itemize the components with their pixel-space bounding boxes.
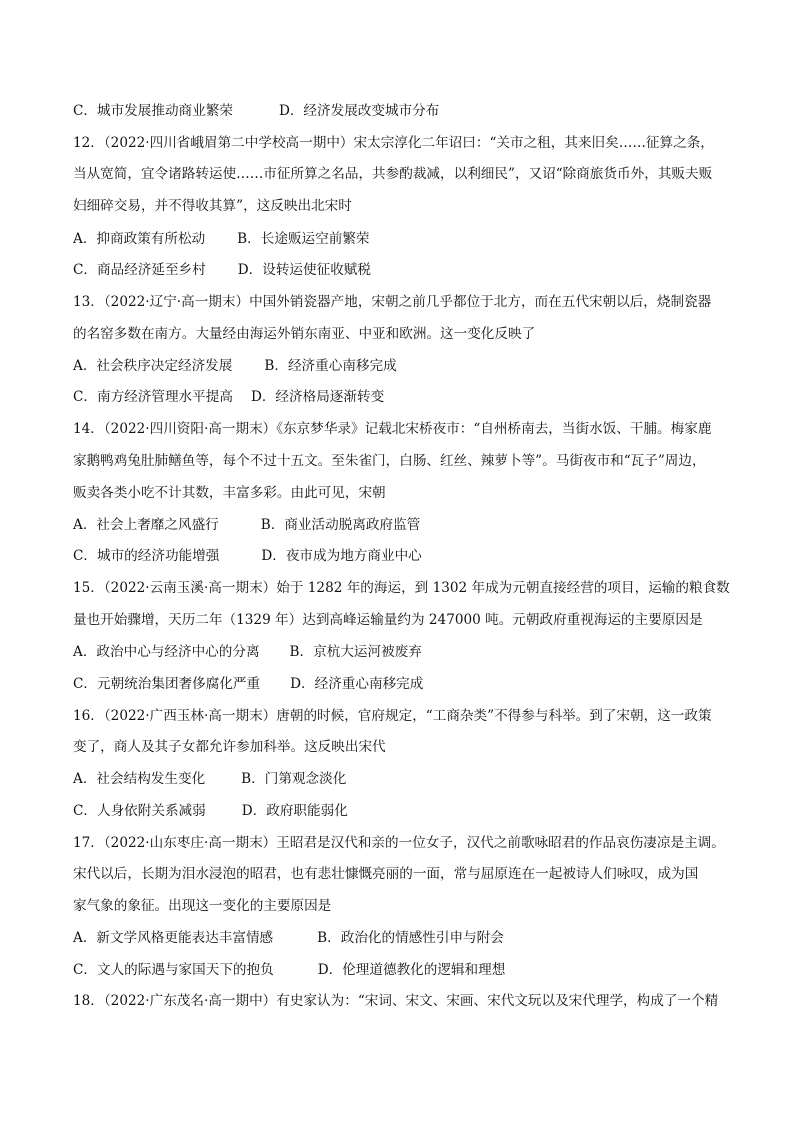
q17-option-b: B．政治化的情感性引申与附会 (317, 930, 504, 946)
q15-option-a: A．政治中心与经济中心的分离 (73, 644, 260, 660)
q13-options-cd (73, 387, 733, 407)
q17-stem-line-1: 17．（2022·山东枣庄·高一期末）王昭君是汉代和亲的一位女子，汉代之前歌咏昭君的作品哀伤凄凉是主调。 (73, 835, 725, 851)
q13-stem-line-2: 的名窑多数在南方。大量经由海运外销东南亚、中亚和欧洲。这一变化反映了 (73, 326, 536, 342)
q15-stem-line-1: 15．（2022·云南玉溪·高一期末）始于 1282 年的海运，到 1302 年成为元朝直接经营的项目，运输的粮食数 (73, 580, 730, 596)
q14-options-ab (73, 515, 733, 535)
q17-options-ab (73, 928, 733, 948)
q17-option-d: D．伦理道德教化的逻辑和理想 (317, 962, 506, 978)
q16-stem-line-1: 16．（2022·广西玉林·高一期末）唐朝的时候，官府规定，“工商杂类”不得参与科举。到了宋朝，这一政策 (73, 708, 712, 724)
q12-option-b: B．长途贩运空前繁荣 (237, 231, 370, 247)
q12-stem-line-3: 妇细碎交易，并不得收其算”，这反映出北宋时 (73, 198, 352, 214)
q12-option-d: D．设转运使征收赋税 (237, 262, 371, 278)
q11-options-cd (73, 101, 733, 121)
q16-stem-line-2: 变了，商人及其子女都允许参加科举。这反映出宋代 (73, 739, 386, 755)
q12-option-c: C．商品经济延至乡村 (73, 262, 206, 278)
q11-option-d: D．经济发展改变城市分布 (278, 103, 440, 119)
q14-option-b: B．商业活动脱离政府监管 (260, 517, 421, 533)
q13-stem-line-1: 13．（2022·辽宁·高一期末）中国外销瓷器产地，宋朝之前几乎都位于北方，而在五代宋朝以后，烧制瓷器 (73, 294, 712, 310)
q15-option-c: C．元朝统治集团奢侈腐化严重 (73, 676, 261, 692)
q12-stem-line-2: 当从宽简，宜令诸路转运使……市征所算之名品，共参酌裁减，以利细民”，又诏“除商旅货币外，其贩夫贩 (73, 166, 713, 182)
q16-option-d: D．政府职能弱化 (241, 803, 348, 819)
q17-option-c: C．文人的际遇与家国天下的抱负 (73, 962, 274, 978)
q17-options-cd (73, 960, 733, 980)
q13-option-d: D．经济格局逐渐转变 (250, 389, 385, 405)
q15-options-ab (73, 642, 733, 662)
q12-options-cd (73, 260, 733, 280)
q18-stem-line-1: 18．（2022·广东茂名·高一期中）有史家认为：“宋词、宋文、宋画、宋代文玩以及宋代理学，构成了一个精 (73, 993, 719, 1009)
q16-option-a: A．社会结构发生变化 (73, 771, 206, 787)
q15-options-cd (73, 674, 733, 694)
q14-stem-line-3: 贩卖各类小吃不计其数，丰富多彩。由此可见，宋朝 (73, 485, 386, 501)
q14-stem-line-2: 家鹅鸭鸡兔肚肺鳝鱼等，每个不过十五文。至朱雀门，白肠、红丝、辣萝卜等”。马街夜市和“瓦子”周边， (73, 453, 706, 469)
q16-option-b: B．门第观念淡化 (241, 771, 347, 787)
q13-option-a: A．社会秩序决定经济发展 (73, 358, 233, 374)
q16-options-cd (73, 801, 733, 821)
q14-option-a: A．社会上奢靡之风盛行 (73, 517, 219, 533)
q14-options-cd (73, 546, 733, 566)
q14-option-c: C．城市的经济功能增强 (73, 548, 220, 564)
q12-stem-line-1: 12．（2022·四川省峨眉第二中学校高一期中）宋太宗淳化二年诏曰：“关市之租，其来旧矣……征算之条， (73, 135, 714, 151)
q12-options-ab (73, 229, 733, 249)
q11-option-c: C．城市发展推动商业繁荣 (73, 103, 233, 119)
q14-stem-line-1: 14．（2022·四川资阳·高一期末）《东京梦华录》记载北宋桥夜市：“自州桥南去，当街水饭、干脯。梅家鹿 (73, 421, 712, 437)
q13-option-c: C．南方经济管理水平提高 (73, 389, 233, 405)
q16-option-c: C．人身依附关系减弱 (73, 803, 206, 819)
q17-stem-line-3: 家气象的象征。出现这一变化的主要原因是 (73, 898, 332, 914)
q14-option-d: D．夜市成为地方商业中心 (261, 548, 422, 564)
q12-option-a: A．抑商政策有所松动 (73, 231, 206, 247)
q13-options-ab (73, 356, 733, 376)
q17-option-a: A．新文学风格更能表达丰富情感 (73, 930, 274, 946)
q17-stem-line-2: 宋代以后，长期为泪水浸泡的昭君，也有悲壮慷慨亮丽的一面，常与屈原连在一起被诗人们咏叹，成为国 (73, 866, 699, 882)
q15-option-b: B．京杭大运河被废弃 (289, 644, 422, 660)
q15-option-d: D．经济重心南移完成 (290, 676, 424, 692)
q16-options-ab (73, 769, 733, 789)
q15-stem-line-2: 量也开始骤增，天历二年（1329 年）达到高峰运输量约为 247000 吨。元朝政府重视海运的主要原因是 (73, 612, 703, 628)
q13-option-b: B．经济重心南移完成 (264, 358, 397, 374)
